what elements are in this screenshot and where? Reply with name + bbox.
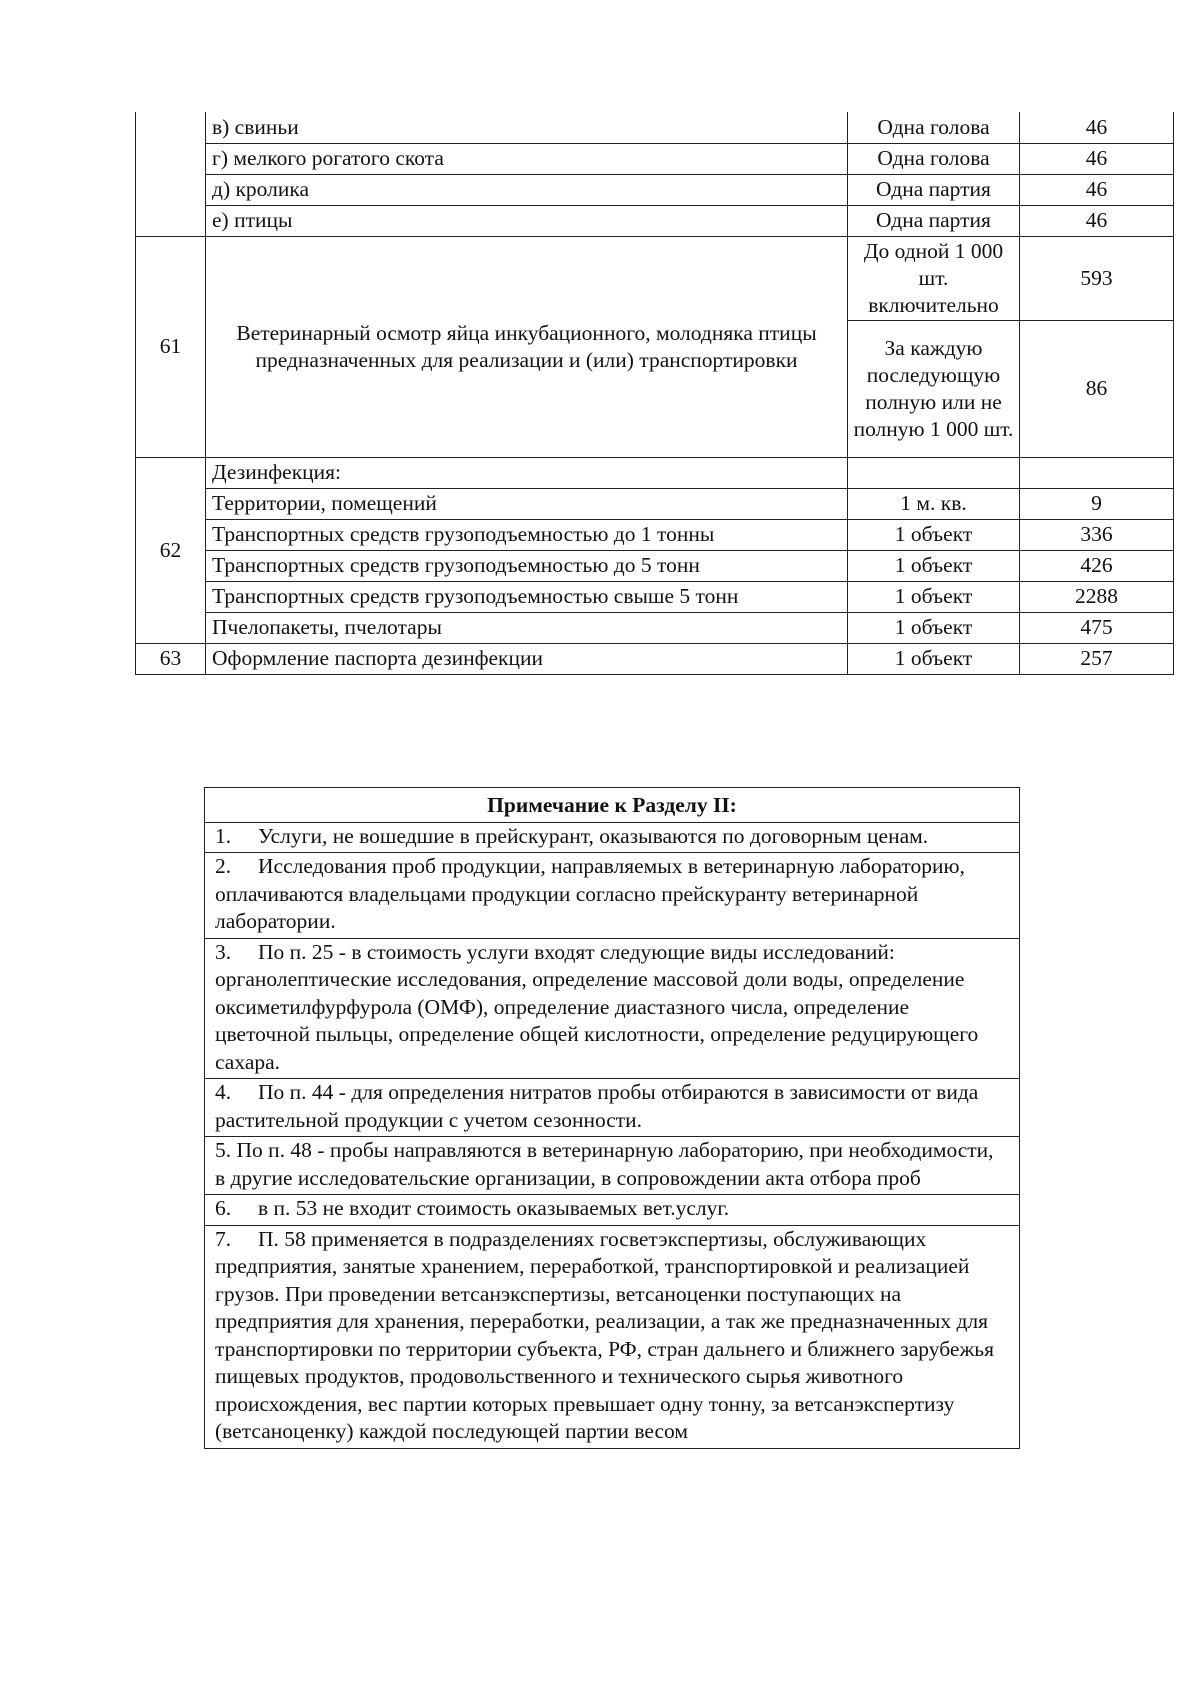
price-cell: 336: [1020, 519, 1174, 550]
table-row: [136, 550, 1174, 581]
table-row: [136, 112, 1174, 143]
unit-cell: Одна партия: [848, 205, 1020, 236]
note-row: [205, 1225, 1020, 1448]
note-row: [205, 1137, 1020, 1195]
price-cell: 46: [1020, 205, 1174, 236]
unit-cell: 1 объект: [848, 581, 1020, 612]
table-row: [136, 643, 1174, 674]
note-item: 5. По п. 48 - пробы направляются в ветеринарную лабораторию, при необходимости, в другие исследовательские организации, в сопровождении акта отбора проб: [205, 1137, 1020, 1195]
table-row: [136, 143, 1174, 174]
unit-cell: До одной 1 000 шт. включительно: [848, 236, 1020, 320]
service-name-cell: Транспортных средств грузоподъемностью свыше 5 тонн: [206, 581, 848, 612]
table-row: [136, 519, 1174, 550]
note-item: 6. в п. 53 не входит стоимость оказываемых вет.услуг.: [205, 1195, 1020, 1226]
price-cell: 593: [1020, 236, 1174, 320]
price-cell: 2288: [1020, 581, 1174, 612]
service-name-cell: Оформление паспорта дезинфекции: [206, 643, 848, 674]
price-cell: 46: [1020, 174, 1174, 205]
service-name-cell: д) кролика: [206, 174, 848, 205]
unit-cell: [848, 457, 1020, 488]
note-item: 3. По п. 25 - в стоимость услуги входят следующие виды исследований: органолептические исследования, определение массовой доли воды, определение оксиметилфурфурола (ОМФ), определение диастазного числа, определение цветочной пыльцы, определение общей кислотности, определение редуцирующего сахара.: [205, 938, 1020, 1079]
table-row: [136, 457, 1174, 488]
note-item: 7. П. 58 применяется в подразделениях госветэкспертизы, обслуживающих предприятия, занятые хранением, переработкой, транспортировкой и реализацией грузов. При проведении ветсанэкспертизы, ветсаноценки поступающих на предприятия для хранения, переработки, реализации, а так же предназначенных для транспортировки по территории субъекта, РФ, стран дальнего и ближнего зарубежья пищевых продуктов, продовольственного и технического сырья животного происхождения, вес партии которых превышает одну тонну, за ветсанэкспертизу (ветсаноценку) каждой последующей партии весом: [205, 1225, 1020, 1448]
note-row: [205, 853, 1020, 939]
note-row: [205, 938, 1020, 1079]
service-name-cell: Транспортных средств грузоподъемностью до 5 тонн: [206, 550, 848, 581]
unit-cell: Одна партия: [848, 174, 1020, 205]
unit-cell: 1 объект: [848, 519, 1020, 550]
price-cell: 86: [1020, 320, 1174, 457]
service-name-cell: Территории, помещений: [206, 488, 848, 519]
note-item: 2. Исследования проб продукции, направляемых в ветеринарную лабораторию, оплачиваются владельцами продукции согласно прейскуранту ветеринарной лаборатории.: [205, 853, 1020, 939]
row-number-cell: [136, 112, 206, 236]
price-cell: 475: [1020, 612, 1174, 643]
service-name-cell: г) мелкого рогатого скота: [206, 143, 848, 174]
service-name-cell: е) птицы: [206, 205, 848, 236]
service-name-cell: Транспортных средств грузоподъемностью до 1 тонны: [206, 519, 848, 550]
table-row: [136, 488, 1174, 519]
note-row: [205, 822, 1020, 853]
note-row: [205, 1195, 1020, 1226]
table-row: [136, 581, 1174, 612]
price-cell: 9: [1020, 488, 1174, 519]
table-row: [136, 612, 1174, 643]
unit-cell: За каждую последующую полную или не полную 1 000 шт.: [848, 320, 1020, 457]
section-header-cell: Дезинфекция:: [206, 457, 848, 488]
unit-cell: 1 объект: [848, 643, 1020, 674]
table-row: [136, 205, 1174, 236]
price-cell: 46: [1020, 112, 1174, 143]
unit-cell: 1 м. кв.: [848, 488, 1020, 519]
service-name-cell: в) свиньи: [206, 112, 848, 143]
unit-cell: 1 объект: [848, 612, 1020, 643]
note-row: [205, 1079, 1020, 1137]
service-name-cell: Ветеринарный осмотр яйца инкубационного, молодняка птицы предназначенных для реализации и (или) транспортировки: [206, 236, 848, 457]
price-cell: 257: [1020, 643, 1174, 674]
service-name-cell: Пчелопакеты, пчелотары: [206, 612, 848, 643]
unit-cell: Одна голова: [848, 112, 1020, 143]
unit-cell: Одна голова: [848, 143, 1020, 174]
price-cell: 426: [1020, 550, 1174, 581]
row-number-cell: 63: [136, 643, 206, 674]
price-cell: [1020, 457, 1174, 488]
table-row: [136, 174, 1174, 205]
table-row: [136, 236, 1174, 320]
note-item: 1. Услуги, не вошедшие в прейскурант, оказываются по договорным ценам.: [205, 822, 1020, 853]
row-number-cell: 62: [136, 457, 206, 643]
price-cell: 46: [1020, 143, 1174, 174]
unit-cell: 1 объект: [848, 550, 1020, 581]
notes-title: Примечание к Разделу II:: [205, 788, 1020, 823]
notes-title-row: [205, 788, 1020, 823]
notes-table: [204, 787, 1020, 1449]
note-item: 4. По п. 44 - для определения нитратов пробы отбираются в зависимости от вида растительной продукции с учетом сезонности.: [205, 1079, 1020, 1137]
price-table: [135, 112, 1174, 675]
row-number-cell: 61: [136, 236, 206, 457]
